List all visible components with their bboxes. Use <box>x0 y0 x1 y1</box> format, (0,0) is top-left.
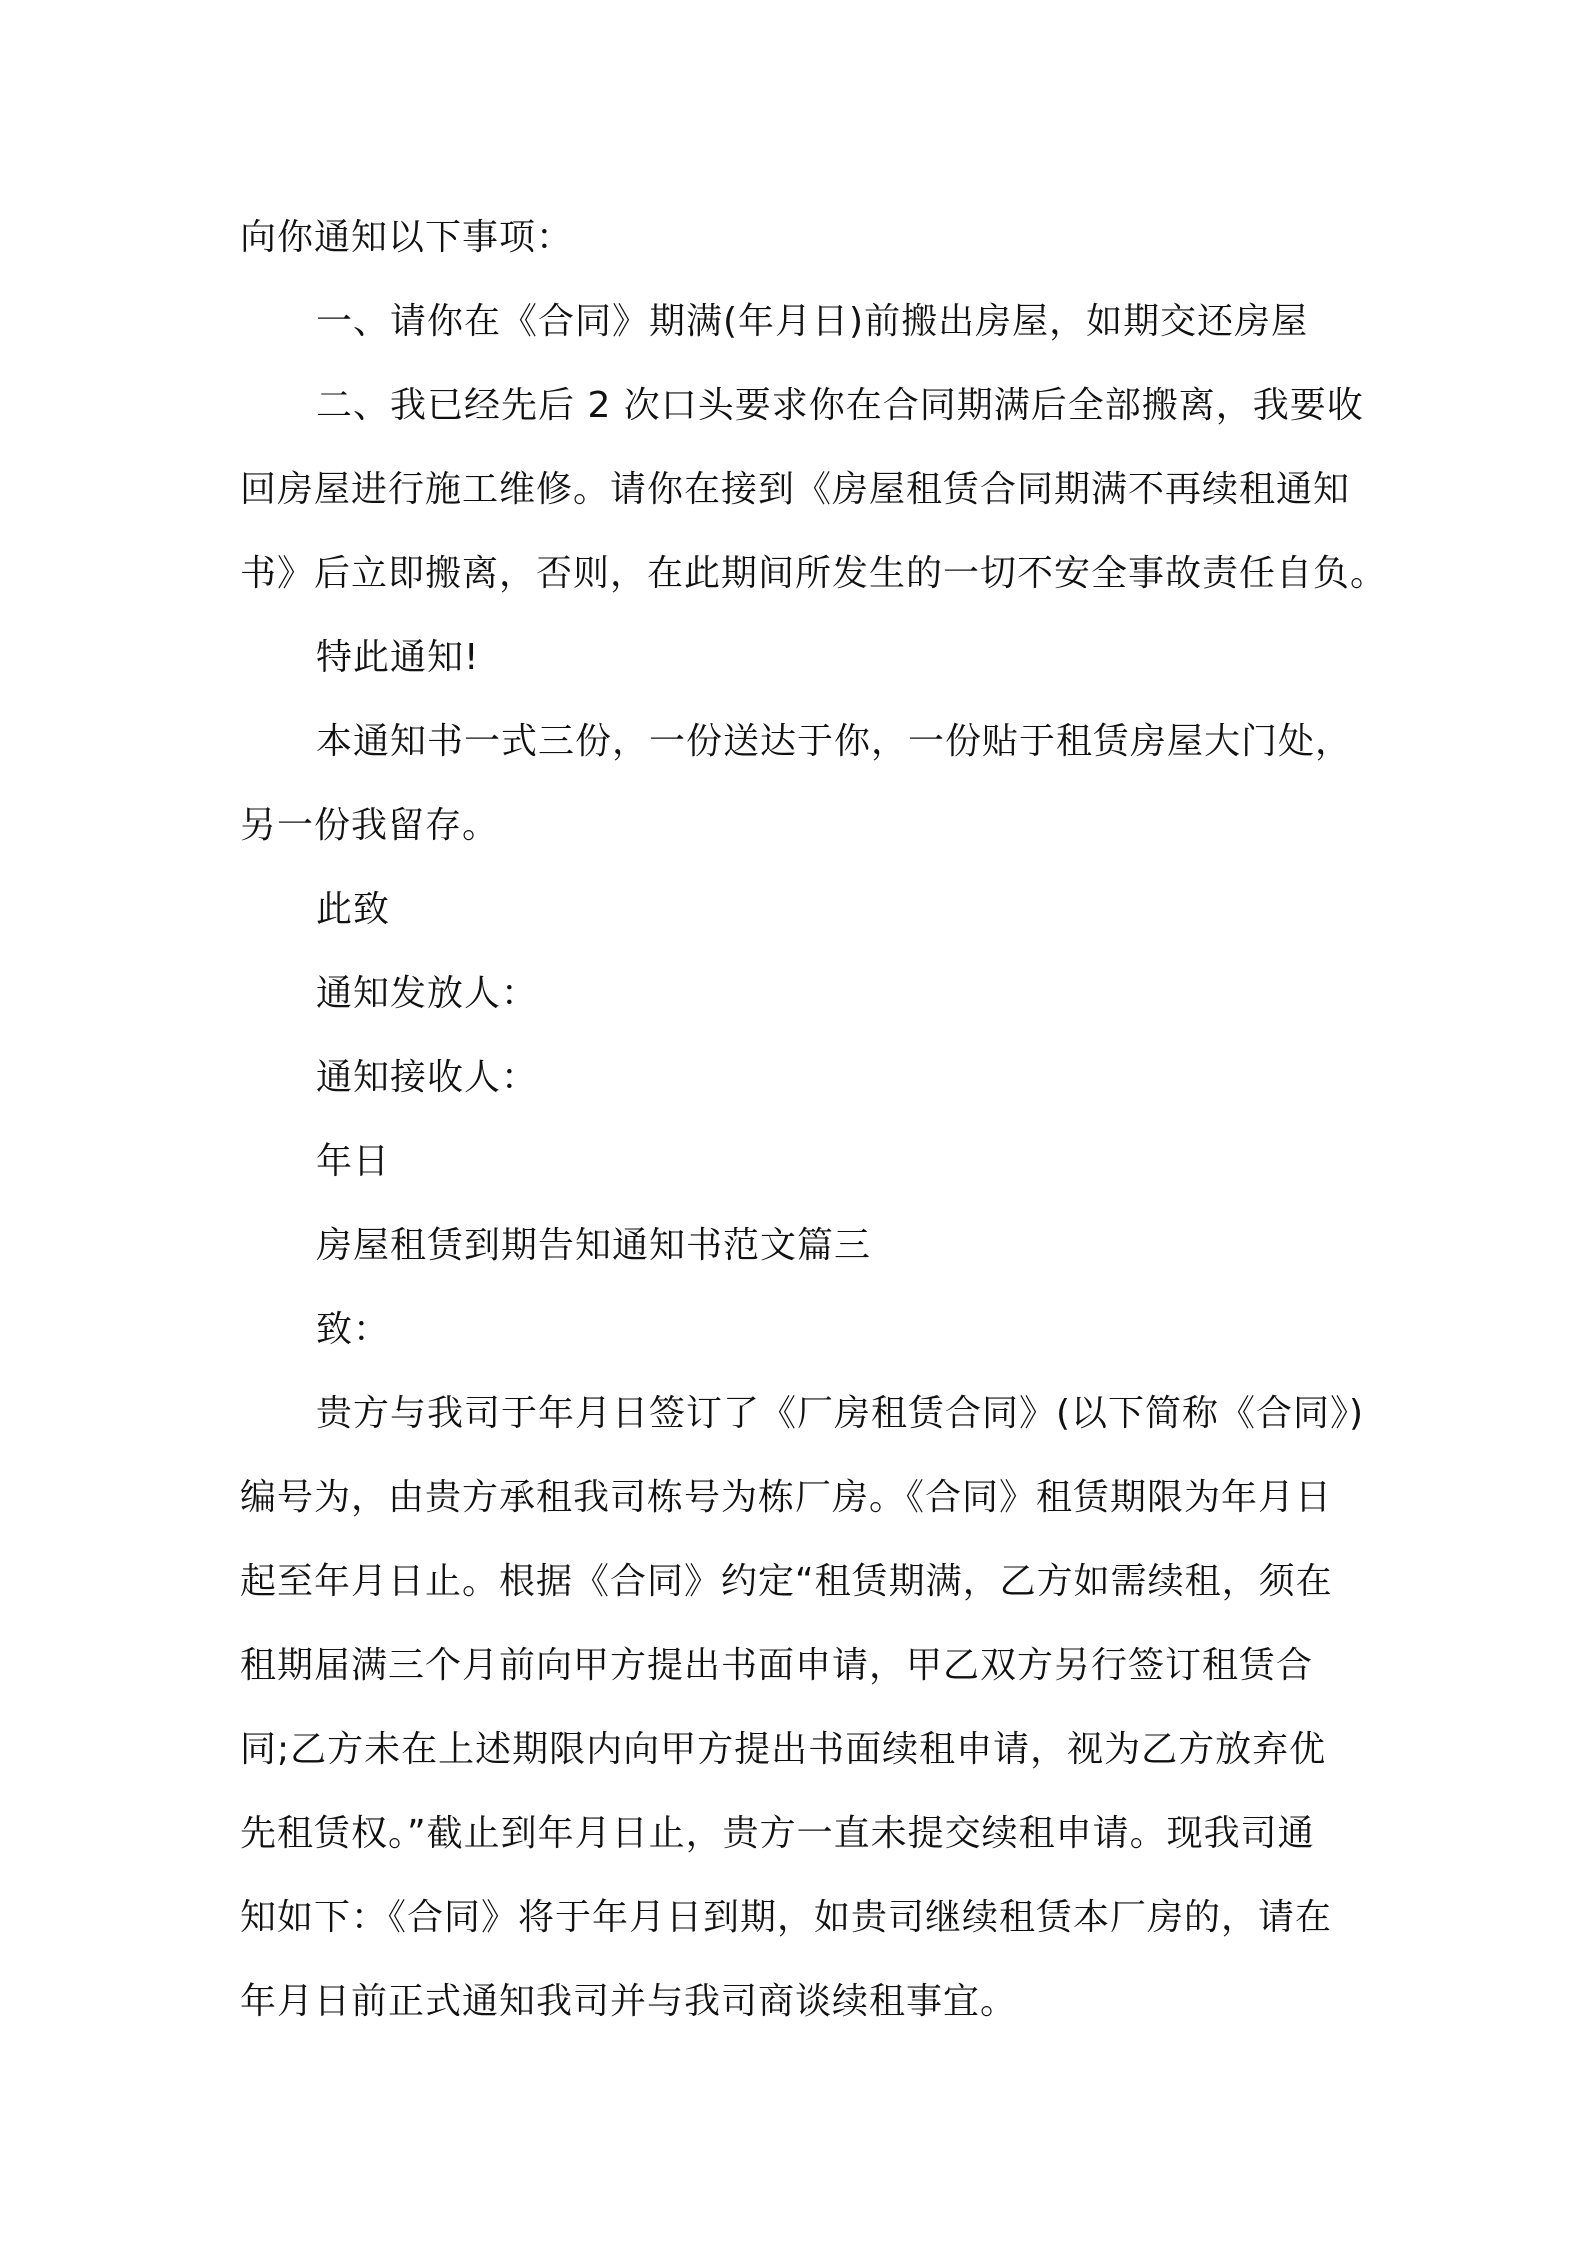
text-line: 向你通知以下事项： <box>240 217 574 258</box>
document-body <box>240 196 1388 2044</box>
text-line: 知如下：《合同》将于年月日到期，如贵司继续租赁本厂房的，请在 <box>240 1897 1333 1938</box>
text-line: 租期届满三个月前向甲方提出书面申请，甲乙双方另行签订租赁合 <box>240 1645 1314 1686</box>
text-line: 年月日前正式通知我司并与我司商谈续租事宜。 <box>240 1981 1018 2022</box>
text-line: 同;乙方未在上述期限内向甲方提出书面续租申请，视为乙方放弃优 <box>240 1729 1327 1770</box>
text-line: 编号为，由贵方承租我司栋号为栋厂房。《合同》租赁期限为年月日 <box>240 1477 1333 1518</box>
text-line: 本通知书一式三份，一份送达于你，一份贴于租赁房屋大门处， <box>316 721 1353 762</box>
section-heading: 房屋租赁到期告知通知书范文篇三 <box>316 1225 872 1266</box>
text-line: 年日 <box>316 1141 391 1182</box>
text-line: 另一份我留存。 <box>240 805 500 846</box>
text-line: 通知发放人： <box>316 973 539 1014</box>
text-line: 回房屋进行施工维修。请你在接到《房屋租赁合同期满不再续租通知 <box>240 469 1351 510</box>
text-line: 此致 <box>316 889 391 930</box>
text-line: 一、请你在《合同》期满(年月日)前搬出房屋，如期交还房屋 <box>316 301 1309 342</box>
text-line: 通知接收人： <box>316 1057 539 1098</box>
text-line: 二、我已经先后 2 次口头要求你在合同期满后全部搬离，我要收 <box>316 385 1364 426</box>
text-line: 特此通知! <box>316 637 480 678</box>
text-line: 先租赁权。”截止到年月日止，贵方一直未提交续租申请。现我司通 <box>240 1813 1315 1854</box>
text-line: 书》后立即搬离，否则，在此期间所发生的一切不安全事故责任自负。 <box>240 553 1388 594</box>
text-line: 贵方与我司于年月日签订了《厂房租赁合同》(以下简称《合同》) <box>316 1393 1365 1434</box>
text-line: 起至年月日止。根据《合同》约定“租赁期满，乙方如需续租，须在 <box>240 1561 1333 1602</box>
text-line: 致： <box>316 1309 391 1350</box>
